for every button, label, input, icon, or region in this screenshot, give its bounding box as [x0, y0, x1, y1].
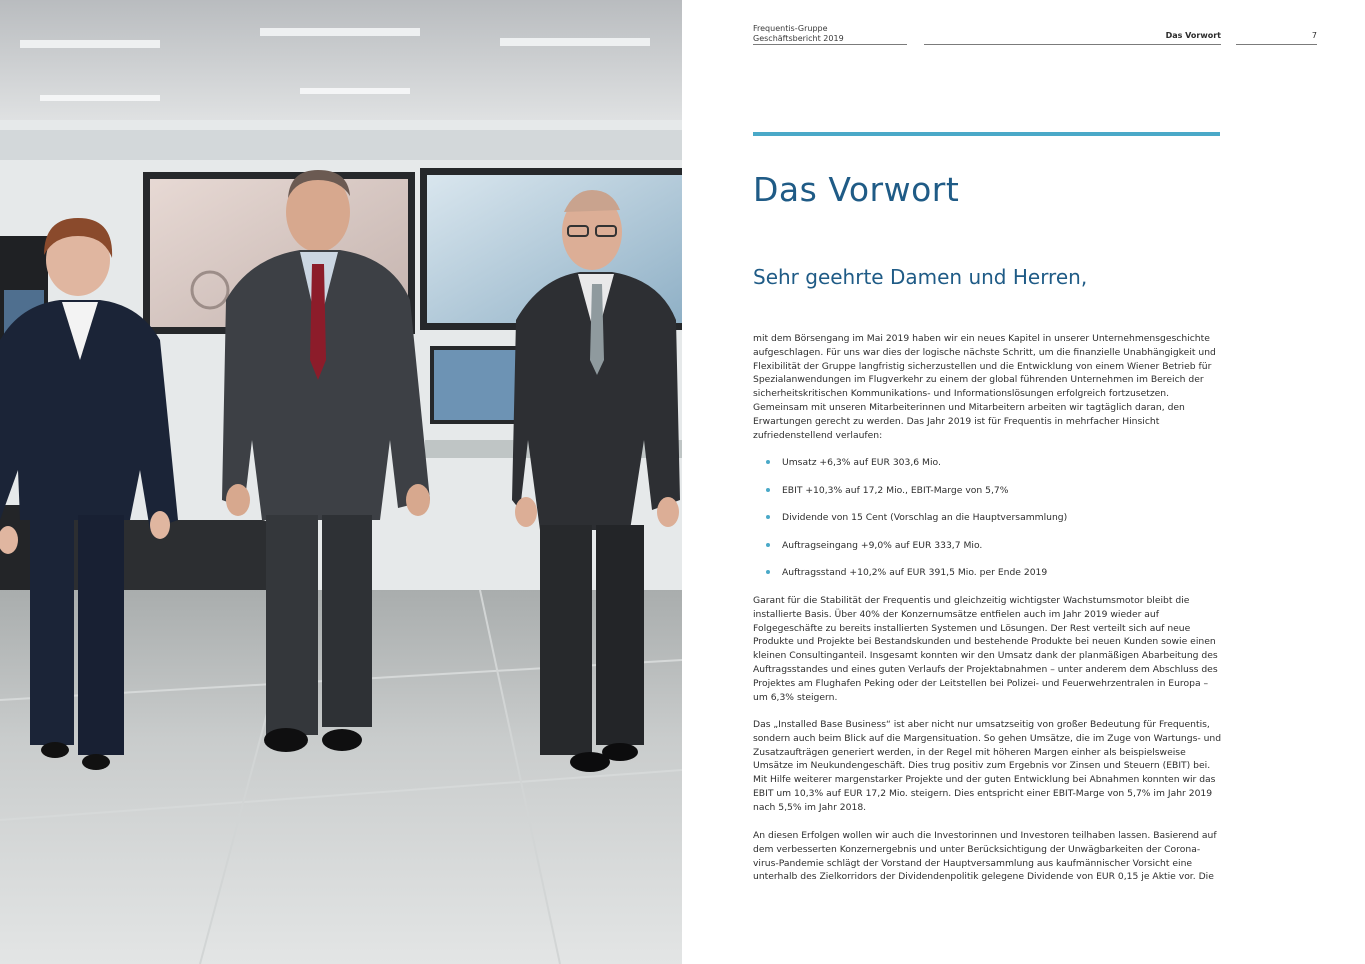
running-header-company: [753, 24, 907, 44]
photo-illustration: [0, 0, 682, 964]
list-item-text: Dividende von 15 Cent (Vorschlag an die Hauptversammlung): [782, 512, 1068, 524]
intro-paragraph: mit dem Börsengang im Mai 2019 haben wir ein neues Kapitel in unserer Unternehmensgeschichte aufgeschlagen. Für uns war dies der logische nächste Schritt, um die finanzielle Unabhängigkeit und Flexibilität der Gruppe langfristig sicherzustellen und die Entwicklung von einem Wiener Betrieb für Spezialanwendungen im Flugverkehr zu einem der global führenden Unternehmen im Bereich der sicherheitskritischen Kommunikations- und Informationslösungen erfolgreich fortzusetzen. Gemeinsam mit unseren Mitarbeiterinnen und Mitarbeitern arbeiten wir tagtäglich daran, den Erwartungen gerecht zu werden. Das Jahr 2019 ist für Frequentis in mehrfacher Hinsicht zufriedenstellend verlaufen:: [753, 333, 1216, 441]
list-item-text: Auftragseingang +9,0% auf EUR 333,7 Mio.: [782, 539, 983, 551]
bullet-icon: [766, 488, 770, 492]
list-item: [753, 484, 1223, 512]
list-item-text: EBIT +10,3% auf 17,2 Mio., EBIT-Marge von 5,7%: [782, 484, 1009, 496]
list-item: [753, 539, 1223, 567]
header-rule-right: [1236, 44, 1317, 45]
margins-paragraph: Das „Installed Base Business“ ist aber nicht nur umsatzseitig von großer Bedeutung für Frequentis, sondern auch beim Blick auf die Margensituation. So gehen Umsätze, die im Zuge von Wartungs- und Zusatzaufträgen generiert werden, in der Regel mit höheren Margen einher als beispielsweise Umsätze im Neukundengeschäft. Dies trug positiv zum Ergebnis vor Zinsen und Steuern (EBIT) bei. Mit Hilfe weiterer margenstarker Projekte und der guten Entwicklung bei Abnahmen konnten wir das EBIT um 10,3% auf EUR 17,2 Mio. steigern. Dies entspricht einer EBIT-Marge von 5,7% im Jahr 2019 nach 5,5% im Jahr 2018.: [753, 719, 1222, 813]
page-number: 7: [1311, 31, 1317, 40]
salutation-heading: Sehr geehrte Damen und Herren,: [753, 265, 1088, 289]
bullet-icon: [766, 570, 770, 574]
installed-base-paragraph: Garant für die Stabilität der Frequentis und gleichzeitig wichtigster Wachstumsmotor bleibt die installierte Basis. Über 40% der Konzernumsätze entfielen auch im Jahr 2019 wieder auf Folgegeschäfte zu bereits installierten Systemen und Lösungen. Der Rest verteilt sich auf neue Produkte und Projekte bei Bestandskunden und bestehende Produkte bei neuen Kunden sowie einen kleinen Consultinganteil. Insgesamt konnten wir den Umsatz dank der planmäßigen Abarbeitung des Auftragsstandes und eines guten Verlaufs der Projektabnahmen – unter anderem dem Abschluss des Projektes am Flughafen Peking oder der Leitstellen bei Polizei- und Feuerwehrzentralen in Europa – um 6,3% steigern.: [753, 595, 1218, 703]
page-title: Das Vorwort: [753, 170, 960, 209]
bullet-icon: [766, 543, 770, 547]
highlights-list: [753, 456, 1223, 594]
header-rule-middle: [924, 44, 1221, 45]
company-name: Frequentis-Gruppe: [753, 24, 828, 33]
list-item: [753, 566, 1223, 594]
bullet-icon: [766, 515, 770, 519]
executive-team-photo: [0, 0, 682, 964]
list-item: [753, 511, 1223, 539]
list-item: [753, 456, 1223, 484]
report-name: Geschäftsbericht 2019: [753, 34, 844, 43]
header-rule-left: [753, 44, 907, 45]
dividend-paragraph: An diesen Erfolgen wollen wir auch die Investorinnen und Investoren teilhaben lassen. Basierend auf dem verbesserten Konzernergebnis und unter Berücksichtigung der Unwägbarkeiten der Corona-virus-Pandemie schlägt der Vorstand der Hauptversammlung aus kaufmännischer Vorsicht eine unterhalb des Zielkorridors der Dividendenpolitik gelegene Dividende von EUR 0,15 je Aktie vor. Die: [753, 830, 1217, 883]
list-item-text: Umsatz +6,3% auf EUR 303,6 Mio.: [782, 457, 941, 468]
list-item-text: Auftragsstand +10,2% auf EUR 391,5 Mio. per Ende 2019: [782, 567, 1048, 579]
bullet-icon: [766, 460, 770, 464]
running-header-section: Das Vorwort: [1165, 31, 1221, 40]
title-accent-bar: [753, 132, 1220, 136]
